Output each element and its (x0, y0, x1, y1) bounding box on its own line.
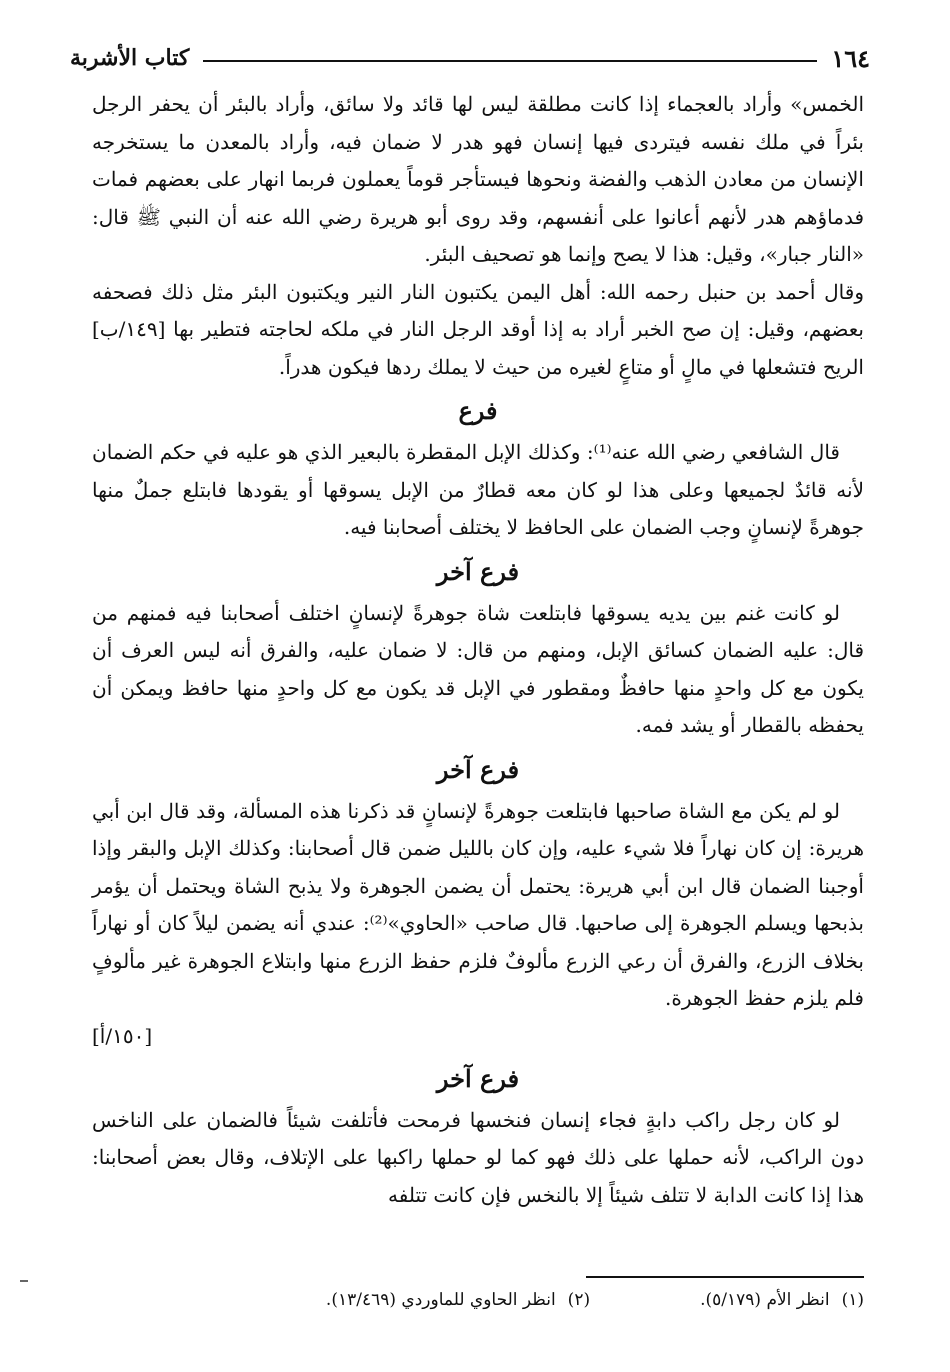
scan-edge-mark (20, 1280, 28, 1282)
footnote-2-text: انظر الحاوي للماوردي (١٣/٤٦٩). (325, 1290, 556, 1310)
footnotes (104, 1290, 864, 1310)
folio-reference (92, 1018, 864, 1054)
main-text (92, 86, 864, 1214)
paragraph-5: لو لم يكن مع الشاة صاحبها فابتلعت جوهرةً لإنسانٍ قد ذكرنا هذه المسألة، وقد قال ابن أبي هريرة: إن كان نهاراً فلا شيء عليه، وإن كان بالليل ضمن قال أصحابنا: وكذلك الإبل والبقر وإذا أوجبنا الضمان قال ابن أبي هريرة: يحتمل أن يضمن الجوهرة ولا يذبح الشاة ويحتمل أن يؤمر بذبحها ويسلم الجوهرة إلى صاحبها. قال صاحب «الحاوي»⁽²⁾: عندي أنه يضمن ليلاً كان أو نهاراً بخلاف الزرع، والفرق أن رعي الزرع مألوفٌ فلزم حفظ الزرع منها وابتلاع الجوهرة غير مألوفٍ فلم يلزم حفظ الجوهرة. (92, 798, 864, 1010)
paragraph-6: لو كان رجل راكب دابةٍ فجاء إنسان فنخسها فرمحت فأتلفت شيئاً فالضمان على الناخس دون الراكب، لأنه حملها على ذلك فهو كما لو حملها راكبها على الإتلاف، وقال بعض أصحابنا: هذا إذا كانت الدابة لا تتلف شيئاً إلا بالنخس فإن كانت تتلفه (92, 1107, 864, 1207)
paragraph-4: لو كانت غنم بين يديه يسوقها فابتلعت شاة جوهرةً لإنسانٍ اختلف أصحابنا فيه فمنهم من قال: عليه الضمان كسائق الإبل، ومنهم من قال: لا ضمان عليه، والفرق أنه ليس العرف أن يكون مع كل واحدٍ منها حافظٌ ومقطور في الإبل قد يكون مع كل واحدٍ منها حافظ ويمكن أن يحفظه بالقطار أو يشد فمه. (92, 600, 865, 737)
footnote-1-number: (١) (841, 1290, 864, 1310)
paragraph-1: الخمس» وأراد بالعجماء إذا كانت مطلقة ليس لها قائد ولا سائق، وأراد بالبئر أن يحفر الرجل بئراً في ملك نفسه فيتردى فيها إنسان فهو هدر لا ضمان فيه، وأراد بالمعدن ما يستخرجه الإنسان من معادن الذهب والفضة ونحوها فيستأجر قوماً يعملون فربما انهار على بعضهم فمات فدماؤهم هدر لأنهم أعانوا على أنفسهم، وقد روى أبو هريرة رضي الله عنه أن النبي ﷺ قال: «النار جبار»، وقيل: هذا لا يصح وإنما هو تصحيف البئر. (92, 92, 864, 266)
page-number: ١٦٤ (831, 43, 870, 73)
footnote-2-number: (٢) (567, 1290, 591, 1310)
footnote-rule (586, 1276, 864, 1278)
footnote-2 (326, 1290, 590, 1310)
paragraph-3: قال الشافعي رضي الله عنه⁽¹⁾: وكذلك الإبل المقطرة بالبعير الذي هو عليه في حكم الضمان لأنه قائدٌ لجميعها وعلى هذا لو كان معه قطارٌ من الإبل يسوقها أو يقودها فابتلع جملٌ منها جوهرةً لإنسانٍ وجب الضمان على الحافظ لا يختلف أصحابنا فيه. (92, 440, 864, 539)
book-title: كتاب الأشربة (70, 45, 190, 71)
footnote-1-text: انظر الأم (٥/١٧٩). (700, 1290, 830, 1310)
section-heading-1: فرع (458, 396, 498, 425)
page-header (70, 38, 870, 78)
section-heading-4: فرع آخر (436, 1063, 520, 1093)
section-heading-2: فرع آخر (436, 556, 520, 586)
section-heading-3: فرع آخر (436, 754, 520, 784)
footnote-1 (700, 1290, 864, 1310)
header-rule (203, 60, 817, 62)
folio-reference-text: [١٥٠/أ] (92, 1023, 153, 1048)
paragraph-2: وقال أحمد بن حنبل رحمه الله: أهل اليمن يكتبون النار النير ويكتبون البئر مثل ذلك فصحفه بعضهم، وقيل: إن صح الخبر أراد به إذا أوقد الرجل النار في ملكه لحاجته فتطير بها [١٤٩/ب] الريح فتشعلها في مالٍ أو متاعٍ لغيره من حيث لا يملك ردها فيكون هدراً. (92, 279, 864, 379)
